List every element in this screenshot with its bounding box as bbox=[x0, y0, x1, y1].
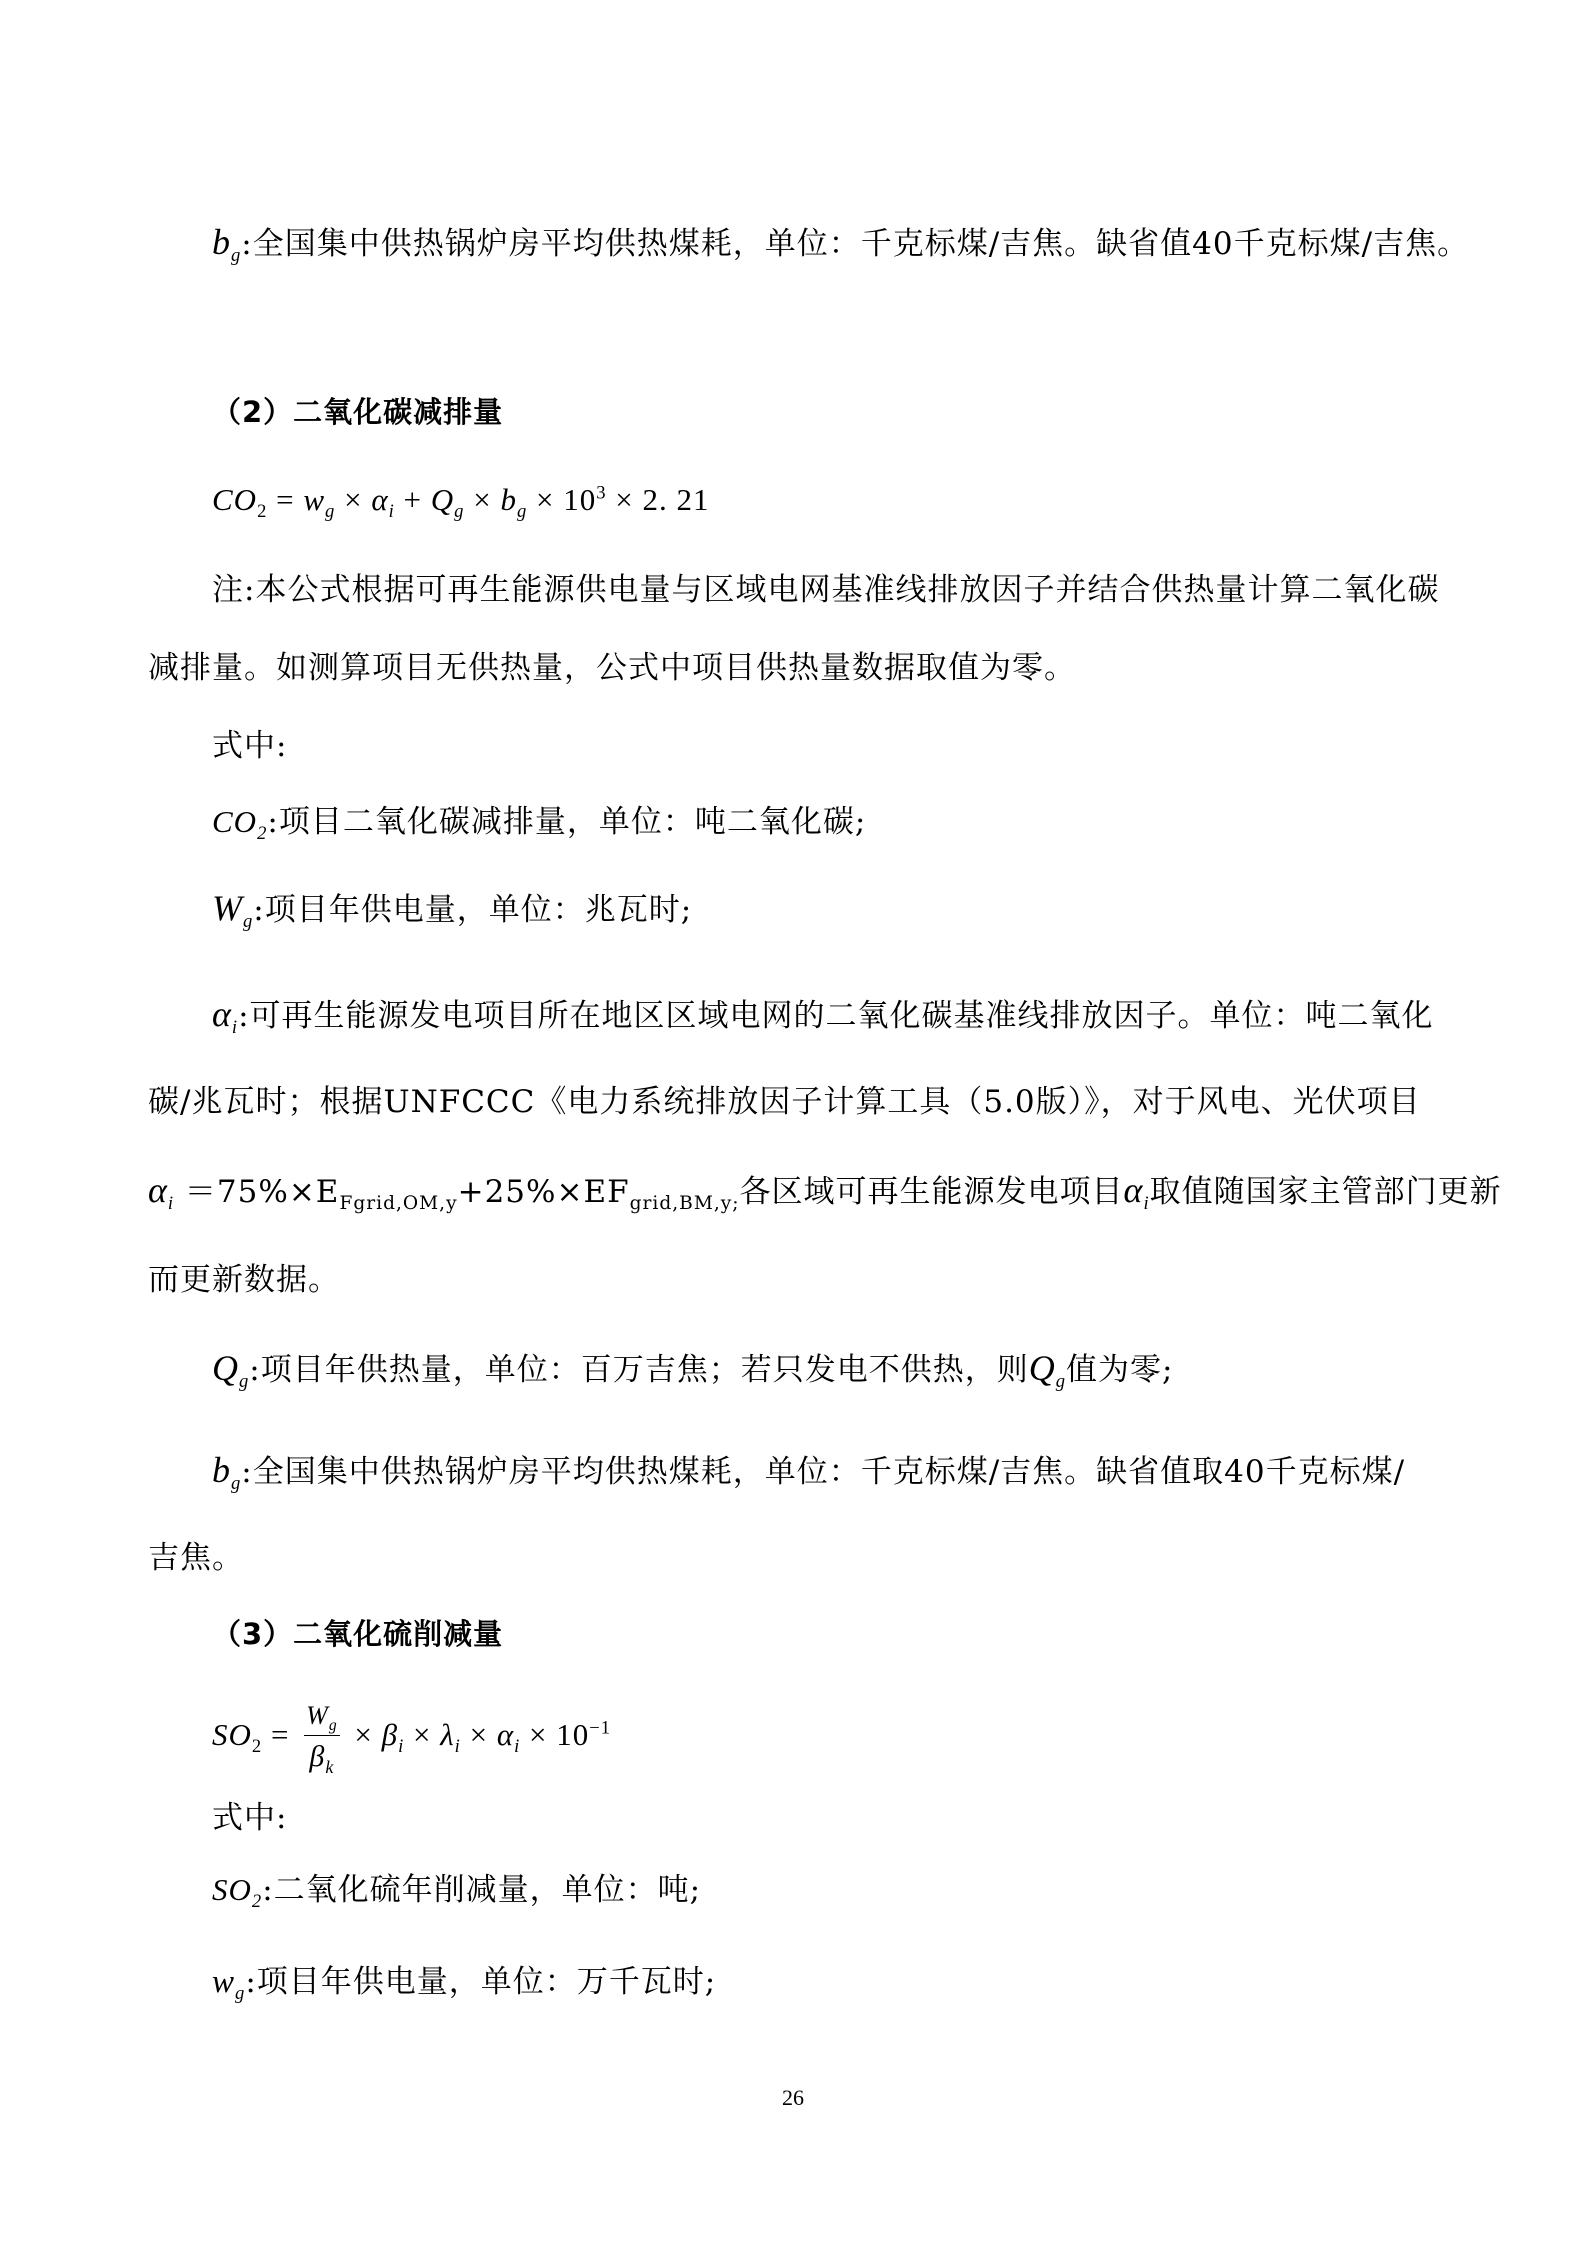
formula-co2-lhs-sub: 2 bbox=[257, 501, 268, 523]
bg2-definition-line bbox=[212, 1450, 1406, 1495]
note-line-1: 注:本公式根据可再生能源供电量与区域电网基准线排放因子并结合供热量计算二氧化碳 bbox=[212, 572, 1440, 608]
formula-b-sub: g bbox=[516, 501, 528, 523]
alpha-eq-after: 各区域可再生能源发电项目 bbox=[739, 1174, 1124, 1210]
alpha-eq-part1: ＝75%×E bbox=[174, 1174, 340, 1210]
formula-constant: × 2. 21 bbox=[606, 482, 710, 517]
formula-so2-lhs: SO bbox=[212, 1717, 252, 1752]
wg2-symbol-sub: g bbox=[235, 1983, 246, 2005]
formula-power-of-ten: × 10 bbox=[520, 1717, 590, 1752]
so2-symbol-sub: 2 bbox=[251, 1891, 263, 1913]
alpha-symbol-sub: i bbox=[231, 1017, 239, 1039]
so2-formula bbox=[212, 1690, 611, 1780]
so2-definition-line bbox=[212, 1870, 702, 1913]
wg-symbol-sub: g bbox=[243, 911, 254, 933]
alpha-equation-line bbox=[148, 1170, 1502, 1215]
where-label-so2: 式中: bbox=[212, 1800, 288, 1836]
formula-w: w bbox=[303, 482, 326, 517]
formula-alpha-sub: i bbox=[388, 501, 395, 523]
page-number: 26 bbox=[782, 2085, 804, 2110]
section-heading-so2: （3）二氧化硫削减量 bbox=[212, 1617, 504, 1651]
alpha-eq-sub: i bbox=[167, 1193, 175, 1215]
formula-q-sub: g bbox=[454, 501, 465, 523]
formula-times: × bbox=[345, 1717, 382, 1752]
wg-symbol: W bbox=[212, 888, 243, 928]
so2-definition-text: :二氧化硫年削减量，单位：吨; bbox=[262, 1872, 702, 1908]
alpha-eq-symbol: α bbox=[148, 1170, 168, 1210]
alpha-eq-bm-sub: grid,BM,y; bbox=[629, 1193, 740, 1215]
fraction-denominator-symbol: β bbox=[309, 1740, 326, 1774]
qg-symbol-inline: Q bbox=[1028, 1348, 1056, 1388]
fraction-numerator-symbol: W bbox=[306, 1701, 329, 1731]
co2-formula bbox=[212, 480, 710, 523]
qg-symbol-sub: g bbox=[239, 1371, 250, 1393]
bg2-symbol: b bbox=[212, 1450, 231, 1490]
co2-symbol-sub: 2 bbox=[257, 823, 268, 845]
co2-definition-text: :项目二氧化碳减排量，单位：吨二氧化碳; bbox=[267, 804, 867, 840]
co2-symbol: CO bbox=[212, 804, 258, 839]
where-label: 式中: bbox=[212, 728, 288, 764]
qg-symbol-inline-sub: g bbox=[1055, 1371, 1067, 1393]
formula-b: b bbox=[500, 482, 517, 517]
alpha-definition-line-2: 碳/兆瓦时；根据UNFCCC《电力系统排放因子计算工具（5.0版）》，对于风电、光伏项目 bbox=[148, 1084, 1421, 1120]
bg2-definition-line-2: 吉焦。 bbox=[148, 1540, 244, 1576]
bg-symbol: b bbox=[212, 222, 231, 262]
formula-co2-lhs: CO bbox=[212, 482, 258, 517]
formula-fraction bbox=[304, 1701, 339, 1778]
formula-power-of-ten: × 10 bbox=[527, 482, 597, 517]
wg2-definition-text: :项目年供电量，单位：万千瓦时; bbox=[245, 1964, 717, 2000]
qg-symbol: Q bbox=[212, 1348, 239, 1388]
section-heading-co2: （2）二氧化碳减排量 bbox=[212, 395, 504, 429]
formula-beta: β bbox=[381, 1717, 399, 1752]
alpha-eq-sub-2: i bbox=[1143, 1193, 1150, 1215]
formula-alpha-sub: i bbox=[514, 1736, 521, 1758]
formula-times: × bbox=[464, 482, 501, 517]
wg-definition-text: :项目年供电量，单位：兆瓦时; bbox=[253, 892, 693, 928]
formula-alpha: α bbox=[496, 1717, 515, 1752]
formula-equals: = bbox=[262, 1717, 299, 1752]
formula-times: × bbox=[460, 1717, 497, 1752]
wg2-symbol: w bbox=[212, 1964, 236, 2000]
alpha-eq-om-sub: Fgrid,OM,y bbox=[339, 1193, 458, 1215]
fraction-numerator-sub: g bbox=[328, 1717, 338, 1735]
so2-symbol: SO bbox=[212, 1872, 252, 1907]
wg2-definition-line bbox=[212, 1962, 717, 2005]
qg-definition-line bbox=[212, 1348, 1174, 1393]
formula-times: × bbox=[335, 482, 372, 517]
fraction-numerator bbox=[304, 1701, 339, 1736]
formula-alpha: α bbox=[371, 482, 389, 517]
formula-lambda-sub: i bbox=[454, 1736, 461, 1758]
formula-beta-sub: i bbox=[398, 1736, 405, 1758]
bg-definition-line bbox=[212, 222, 1470, 267]
formula-q: Q bbox=[430, 482, 455, 517]
co2-definition-line bbox=[212, 802, 867, 845]
bg-definition-text: :全国集中供热锅炉房平均供热煤耗，单位：千克标煤/吉焦。缺省值40千克标煤/吉焦。 bbox=[241, 226, 1470, 262]
alpha-eq-symbol-2: α bbox=[1123, 1170, 1144, 1210]
alpha-eq-part2: +25%×EF bbox=[457, 1174, 630, 1210]
note-line-2: 减排量。如测算项目无供热量，公式中项目供热量数据取值为零。 bbox=[148, 650, 1076, 686]
bg-symbol-sub: g bbox=[231, 245, 242, 267]
formula-w-sub: g bbox=[325, 501, 336, 523]
formula-so2-lhs-sub: 2 bbox=[251, 1736, 263, 1758]
formula-plus: + bbox=[394, 482, 431, 517]
alpha-definition-line bbox=[212, 994, 1434, 1039]
formula-equals: = bbox=[267, 482, 304, 517]
qg-definition-text: :项目年供热量，单位：百万吉焦；若只发电不供热，则 bbox=[249, 1352, 1029, 1388]
fraction-denominator bbox=[304, 1736, 339, 1778]
alpha-eq-tail: 取值随国家主管部门更新 bbox=[1149, 1174, 1502, 1210]
alpha-definition-text: :可再生能源发电项目所在地区区域电网的二氧化碳基准线排放因子。单位：吨二氧化 bbox=[238, 998, 1434, 1034]
bg2-definition-text: :全国集中供热锅炉房平均供热煤耗，单位：千克标煤/吉焦。缺省值取40千克标煤/ bbox=[241, 1454, 1406, 1490]
wg-definition-line bbox=[212, 888, 693, 933]
alpha-symbol: α bbox=[212, 994, 232, 1034]
formula-exponent: 3 bbox=[596, 482, 607, 504]
formula-lambda: λ bbox=[440, 1717, 455, 1752]
alpha-definition-line-4: 而更新数据。 bbox=[148, 1262, 340, 1298]
formula-times: × bbox=[404, 1717, 441, 1752]
formula-exponent: −1 bbox=[589, 1717, 612, 1739]
qg-definition-tail: 值为零; bbox=[1066, 1352, 1174, 1388]
fraction-denominator-sub: k bbox=[325, 1757, 335, 1778]
bg2-symbol-sub: g bbox=[231, 1473, 242, 1495]
